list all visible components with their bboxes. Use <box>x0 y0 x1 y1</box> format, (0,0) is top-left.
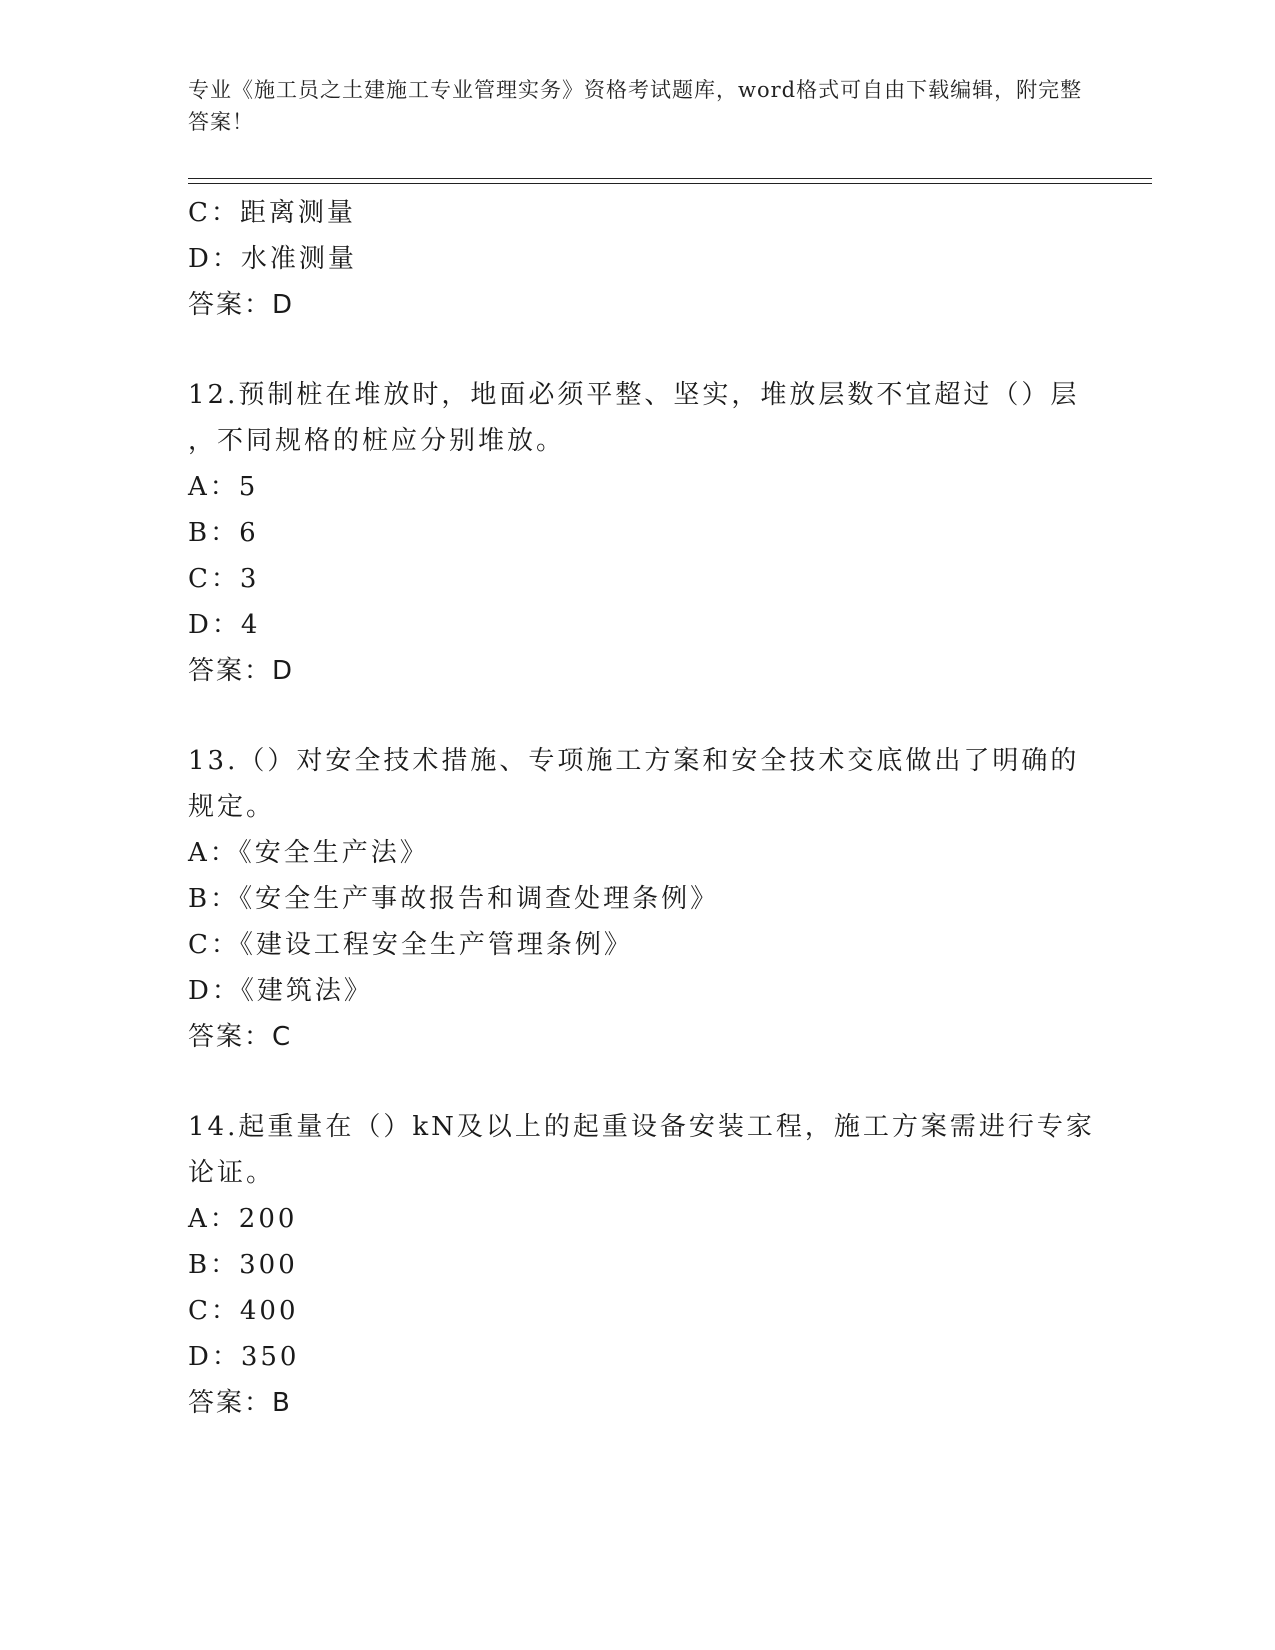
question-12 <box>188 372 1108 694</box>
answer-line: 答案：D <box>188 290 295 320</box>
option-a: A：200 <box>188 1204 298 1234</box>
question-14 <box>188 1104 1108 1426</box>
answer-line: 答案：B <box>188 1388 292 1418</box>
question-stem-continued: 论证。 <box>188 1158 276 1188</box>
question-stem: 12.预制桩在堆放时，地面必须平整、坚实，堆放层数不宜超过（）层 <box>188 380 1080 410</box>
option-c: C：《建设工程安全生产管理条例》 <box>188 930 633 960</box>
option-b: B：300 <box>188 1250 298 1280</box>
option-d: D：水准测量 <box>188 244 357 274</box>
question-11-tail <box>188 190 1108 328</box>
question-stem-continued: 规定。 <box>188 792 276 822</box>
option-b: B：《安全生产事故报告和调查处理条例》 <box>188 884 720 914</box>
option-a: A：5 <box>188 472 259 502</box>
question-list <box>188 190 1108 1426</box>
spacer <box>188 694 1108 738</box>
question-stem-continued: ，不同规格的桩应分别堆放。 <box>188 426 566 456</box>
answer-line: 答案：C <box>188 1022 293 1052</box>
header-rule-bottom <box>188 183 1152 184</box>
question-stem: 13.（）对安全技术措施、专项施工方案和安全技术交底做出了明确的 <box>188 746 1080 776</box>
option-d: D：350 <box>188 1342 300 1372</box>
option-c: C：3 <box>188 564 260 594</box>
option-b: B：6 <box>188 518 259 548</box>
document-header: 专业《施工员之土建施工专业管理实务》资格考试题库，word格式可自由下载编辑，附完整答案！ <box>188 78 1083 134</box>
answer-line: 答案：D <box>188 656 295 686</box>
option-d: D：4 <box>188 610 261 640</box>
option-a: A：《安全生产法》 <box>188 838 429 868</box>
spacer <box>188 1060 1108 1104</box>
option-c: C：距离测量 <box>188 198 356 228</box>
spacer <box>188 328 1108 372</box>
option-c: C：400 <box>188 1296 299 1326</box>
question-13 <box>188 738 1108 1060</box>
header-rule-top <box>188 178 1152 179</box>
option-d: D：《建筑法》 <box>188 976 373 1006</box>
question-stem: 14.起重量在（）kN及以上的起重设备安装工程，施工方案需进行专家 <box>188 1112 1095 1142</box>
